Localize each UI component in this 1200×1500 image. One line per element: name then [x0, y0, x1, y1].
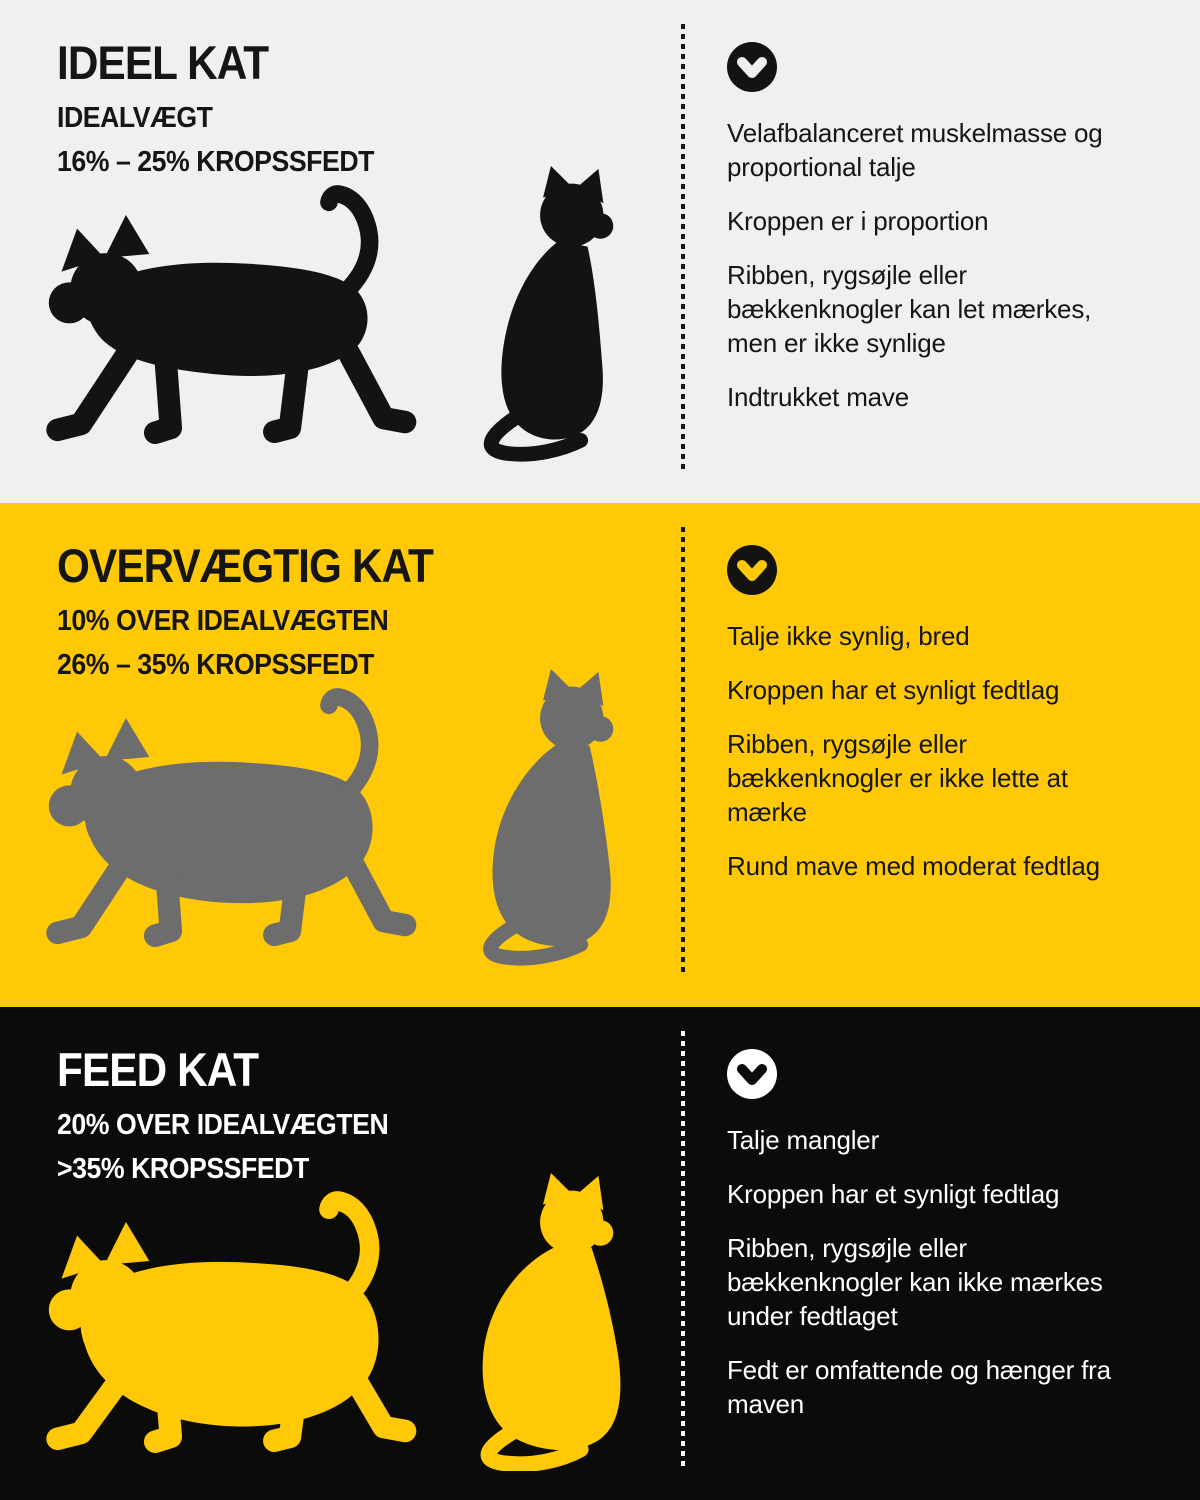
section-headings	[57, 38, 402, 191]
dashed-divider	[681, 1031, 685, 1466]
section-fat-cat	[0, 1007, 1200, 1500]
dashed-divider	[681, 24, 685, 469]
bullet-text: Rund mave med moderat fedtlag	[727, 851, 1100, 881]
sitting-cat-silhouette	[452, 667, 640, 967]
section-title: IDEEL KAT	[57, 36, 269, 89]
bullet-text: Ribben, rygsøjle eller bækkenknogler er ikke lette at mærke	[727, 729, 1068, 827]
bullet-text: Ribben, rygsøjle eller bækkenknogler kan ikke mærkes under fedtlaget	[727, 1233, 1103, 1331]
walking-cat-silhouette	[40, 675, 450, 968]
bullet-text: Kroppen har et synligt fedtlag	[727, 1179, 1060, 1209]
chevron-down-icon	[727, 42, 777, 92]
bullet-text: Ribben, rygsøjle eller bækkenknogler kan let mærkes, men er ikke synlige	[727, 260, 1092, 358]
section-details	[727, 0, 1152, 414]
bullet-text: Fedt er omfattende og hænger fra maven	[727, 1355, 1111, 1419]
sitting-cat-silhouette	[452, 1171, 640, 1471]
section-title: OVERVÆGTIG KAT	[57, 539, 433, 592]
dashed-divider	[681, 527, 685, 973]
section-title: FEED KAT	[57, 1043, 259, 1096]
section-overweight-cat	[0, 503, 1200, 1007]
chevron-down-icon	[727, 1049, 777, 1099]
walking-cat-silhouette	[40, 172, 450, 465]
bullet-text: Indtrukket mave	[727, 382, 909, 412]
section-details	[727, 1007, 1152, 1421]
section-subtitle-weight: 20% OVER IDEALVÆGTEN	[57, 1109, 389, 1142]
section-subtitle-weight: 10% OVER IDEALVÆGTEN	[57, 605, 389, 638]
section-headings	[57, 541, 475, 694]
section-subtitle-bodyfat: 26% – 35% KROPSSFEDT	[57, 649, 375, 682]
bullet-text: Kroppen er i proportion	[727, 206, 989, 236]
section-subtitle-bodyfat: 16% – 25% KROPSSFEDT	[57, 146, 375, 179]
section-ideal-cat	[0, 0, 1200, 503]
section-details	[727, 503, 1152, 883]
bullet-text: Talje mangler	[727, 1125, 880, 1155]
bullet-text: Kroppen har et synligt fedtlag	[727, 675, 1060, 705]
section-subtitle-bodyfat: >35% KROPSSFEDT	[57, 1153, 309, 1186]
section-headings	[57, 1045, 417, 1198]
bullet-text: Talje ikke synlig, bred	[727, 621, 970, 651]
section-subtitle-weight: IDEALVÆGT	[57, 102, 213, 135]
bullet-text: Velafbalanceret muskelmasse og proportional talje	[727, 118, 1103, 182]
chevron-down-icon	[727, 545, 777, 595]
walking-cat-silhouette	[40, 1179, 450, 1472]
sitting-cat-silhouette	[452, 164, 640, 464]
